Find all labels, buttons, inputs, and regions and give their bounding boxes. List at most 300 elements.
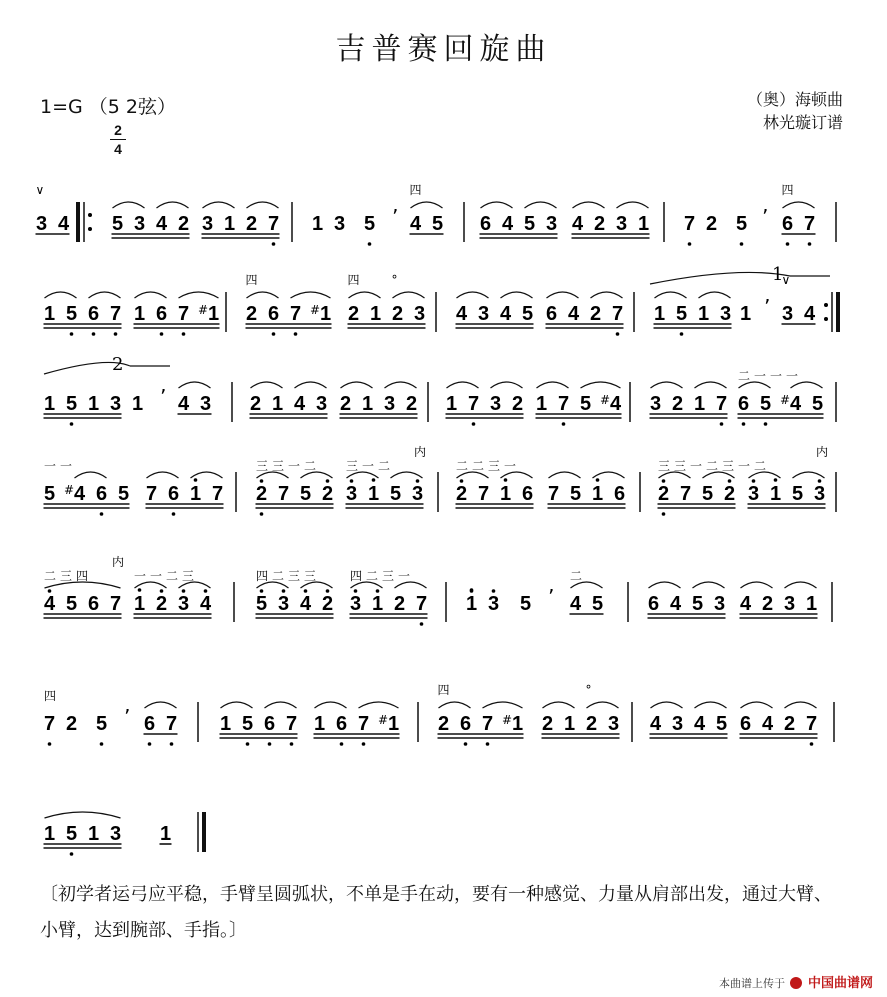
note: 4 [790,393,802,415]
slur [411,202,443,208]
note: 3 [134,213,146,235]
note: 6 [460,713,472,735]
note: 6 [738,393,750,415]
upload-footer [719,972,873,991]
score-row [0,264,887,360]
note-group [250,382,328,418]
note: 1 [512,713,524,735]
note: 2 [512,393,524,415]
note-group [438,683,524,746]
fingering: 三三一二 [256,459,321,473]
barline [198,812,204,852]
sharp-sign: # [600,393,611,407]
meter-line [110,139,126,140]
octave-dot-high [326,589,330,593]
note: 6 [782,213,794,235]
slur [247,202,279,208]
note: 5 [760,393,772,415]
note-group [256,569,334,618]
key-signature: 1=G （5 2弦） [40,96,176,118]
note: 5 [242,713,254,735]
note: 6 [522,483,534,505]
note: 7 [358,713,370,735]
finger-mark: 四 [409,183,422,197]
slur [655,292,687,298]
slur [581,382,621,388]
note: 7 [468,393,480,415]
note: 2 [156,593,168,615]
note: 2 [438,713,450,735]
note-group [392,205,398,229]
note: 2 [246,303,258,325]
note-group [44,689,77,746]
slur [75,472,107,478]
score-row [0,555,887,650]
note: 5 [570,483,582,505]
note: 3 [616,213,628,235]
note-group [520,593,531,615]
note: 4 [74,483,86,505]
note: 6 [480,213,492,235]
slur [573,202,605,208]
note: 2 [672,393,684,415]
note: 3 [720,303,732,325]
octave-dot-high [596,478,600,482]
note: 2 [256,483,268,505]
note: 5 [580,393,592,415]
octave-dot-low [100,512,104,516]
note-group [738,369,824,426]
finger-mark: ∨ [781,273,791,287]
slur [179,382,211,388]
volta-label: 2 [112,354,124,375]
note: 7 [290,303,302,325]
octave-dot-high [260,589,264,593]
octave-dot-low [260,512,264,516]
slur [341,382,373,388]
note: 1 [224,213,236,235]
slur [247,292,279,298]
octave-dot-high [376,589,380,593]
note: 5 [522,303,534,325]
note: 3 [178,593,190,615]
note-group [36,183,71,235]
note: 7 [558,393,570,415]
note: 3 [316,393,328,415]
octave-dot-low [340,742,344,746]
fingering: 二二三一 [456,459,521,473]
note: 4 [570,593,582,615]
note: 3 [412,483,424,505]
note: 2 [322,483,334,505]
arranger-credit: 林光璇订谱 [762,113,843,132]
note-group [44,554,125,618]
note: 2 [348,303,360,325]
octave-dot-high [372,478,376,482]
slur [617,202,649,208]
note: 1 [698,303,710,325]
octave-dot-low [160,332,164,336]
fingering: 四 [44,689,61,703]
note: 1 [134,303,146,325]
slur [393,292,425,298]
slur [391,472,423,478]
note: 7 [178,303,190,325]
slur [547,292,579,298]
note: 5 [736,213,748,235]
octave-dot-high [460,479,464,483]
octave-dot-low [368,242,372,246]
note: 2 [178,213,190,235]
note: 1 [160,823,172,845]
octave-dot-high [48,589,52,593]
score-row-svg [0,680,887,770]
octave-dot-low [680,332,684,336]
slur [157,202,189,208]
note: 1 [592,483,604,505]
note: 5 [66,393,78,415]
note: 7 [212,483,224,505]
barline [78,202,92,242]
note-group [256,459,334,516]
note-group [782,273,817,325]
octave-dot-high [774,478,778,482]
fingering: 一一二三 [134,569,199,583]
slur [587,702,619,708]
note: 1 [190,483,202,505]
note: 7 [548,483,560,505]
note: 1 [694,393,706,415]
octave-dot-low [100,742,104,746]
note: 7 [268,213,280,235]
note: 1 [536,393,548,415]
note: 4 [610,393,622,415]
score-row-svg [0,180,887,270]
score-row [0,180,887,270]
fingering: 三一二 [346,459,395,473]
octave-dot-high [326,479,330,483]
note: 5 [524,213,536,235]
finger-mark: 四 [437,683,450,697]
fingering: 四二三一 [350,569,415,583]
slur [251,382,283,388]
note: 4 [200,593,212,615]
note: 1 [806,593,818,615]
note: 5 [702,483,714,505]
string-mark: 内 [816,445,829,459]
note: 5 [364,213,376,235]
performance-note: 〔初学者运弓应平稳，手臂呈圆弧状，不单是手在动，要有一种感觉、力量从肩部出发，通过大臂、小臂，达到腕部、手指。〕 [40,884,832,941]
slur [741,582,773,588]
note: 2 [762,593,774,615]
note: 7 [166,713,178,735]
note: 3 [334,213,346,235]
note-group [650,702,728,738]
octave-dot-high [304,589,308,593]
note: 3 [202,213,214,235]
note-group [456,292,534,328]
note: 7 [680,483,692,505]
slur [699,292,731,298]
note: 5 [792,483,804,505]
octave-dot-low [420,622,424,626]
note-group [44,292,122,336]
octave-dot-low [294,332,298,336]
note: 2 [246,213,258,235]
note: 5 [432,213,444,235]
slur [549,472,581,478]
note: 2 [322,593,334,615]
finger-mark: 四 [781,183,794,197]
note: 7 [806,713,818,735]
note: 1 [220,713,232,735]
note: 1 [500,483,512,505]
slur [695,702,727,708]
note-group [570,569,604,615]
note-group [314,702,400,746]
sharp-sign: # [780,393,791,407]
note: 4 [762,713,774,735]
octave-dot-high [470,589,474,593]
note: 1 [388,713,400,735]
note: 6 [268,303,280,325]
note: 6 [168,483,180,505]
barline [824,292,838,332]
note: 6 [144,713,156,735]
note: 1 [272,393,284,415]
note-group [548,585,554,609]
note: 4 [740,593,752,615]
finger-mark: ° [391,273,398,287]
note: 6 [740,713,752,735]
octave-dot-low [148,742,152,746]
octave-dot-low [290,742,294,746]
finger-mark: ∨ [35,183,45,197]
note: 3 [478,303,490,325]
note: 6 [336,713,348,735]
octave-dot-low [70,332,74,336]
string-mark: 内 [414,445,427,459]
note: 1 [638,213,650,235]
breath-mark: ’ [762,205,769,229]
slur [295,382,327,388]
page-title: 吉普赛回旋曲 [335,32,552,67]
note: 2 [456,483,468,505]
note-group [364,213,375,246]
octave-dot-high [204,589,208,593]
note: 4 [294,393,306,415]
slur [793,472,825,478]
octave-dot-low [246,742,250,746]
note-group [782,183,816,246]
note-group [736,213,747,246]
slur [45,292,77,298]
note: 7 [416,593,428,615]
octave-dot-low [786,242,790,246]
time-signature [110,122,126,157]
slur [447,382,479,388]
slur [649,582,681,588]
note: 7 [146,483,158,505]
slur [537,382,569,388]
finger-mark: 四 [347,273,360,287]
octave-dot-low [272,242,276,246]
note-group [160,385,166,409]
breath-mark: ’ [548,585,555,609]
octave-dot-low [688,242,692,246]
note: 1 [564,713,576,735]
octave-dot-low [114,332,118,336]
note: 3 [350,593,362,615]
slur [315,702,347,708]
note-group [246,273,332,336]
note: 6 [88,303,100,325]
note: 7 [612,303,624,325]
note: 1 [372,593,384,615]
octave-dot-high [354,589,358,593]
note-group [348,273,426,328]
note: 4 [502,213,514,235]
note: 5 [112,213,124,235]
note-group [546,292,624,336]
slur [203,202,235,208]
note: 4 [456,303,468,325]
sharp-sign: # [310,303,321,317]
slur [359,702,399,708]
score-row [0,354,887,450]
note: 2 [340,393,352,415]
note: 5 [716,713,728,735]
note: 3 [36,213,48,235]
note: 5 [692,593,704,615]
note: 6 [88,593,100,615]
octave-dot-low [182,332,186,336]
note: 4 [694,713,706,735]
note-group [466,588,499,615]
note: 1 [368,483,380,505]
note: 2 [394,593,406,615]
slur [191,472,223,478]
note: 3 [110,393,122,415]
octave-dot-low [742,422,746,426]
footer-site: 中国曲谱网 [807,976,873,991]
note: 2 [724,483,736,505]
note: 2 [590,303,602,325]
note-group [96,713,107,746]
octave-dot-high [282,589,286,593]
slur [593,472,625,478]
meter-top: 2 [114,122,122,138]
note-group [220,702,298,746]
octave-dot-high [504,478,508,482]
slur [439,702,471,708]
note: 6 [614,483,626,505]
note-group [144,702,178,746]
note: 3 [278,593,290,615]
note: 2 [658,483,670,505]
score-row [0,680,887,770]
volta-label: 1 [772,264,784,285]
sharp-sign: # [502,713,513,727]
slur [385,382,417,388]
note: 7 [110,593,122,615]
octave-dot-high [492,589,496,593]
note-group [134,292,220,336]
slur [695,382,727,388]
slur [543,702,575,708]
note: 2 [392,303,404,325]
note-group [684,213,717,246]
slur [651,382,683,388]
fingering: 一一 [44,459,77,473]
note: 1 [134,593,146,615]
site-logo-icon [790,977,802,989]
note: 3 [546,213,558,235]
note: 5 [812,393,824,415]
note: 7 [716,393,728,415]
note-group [178,382,212,415]
breath-mark: ’ [392,205,399,229]
octave-dot-high [416,479,420,483]
score-row [0,790,887,880]
octave-dot-high [728,479,732,483]
slur [785,702,817,708]
note-group [446,382,524,426]
slur [291,292,331,298]
note: 1 [44,823,56,845]
note: 5 [44,483,56,505]
note: 4 [178,393,190,415]
note: 3 [714,593,726,615]
note: 3 [490,393,502,415]
fingering: 三三一二三一二 [658,459,771,473]
octave-dot-low [92,332,96,336]
octave-dot-high [350,479,354,483]
note: 1 [370,303,382,325]
octave-dot-high [194,478,198,482]
note: 1 [88,823,100,845]
octave-dot-high [138,588,142,592]
score-row-svg [0,264,887,360]
note: 5 [256,593,268,615]
slur [651,702,683,708]
octave-dot-low [616,332,620,336]
note-group [112,202,190,238]
note-group [480,202,558,238]
footer-prefix: 本曲谱上传于 [718,977,785,990]
note-group [748,444,829,508]
note-group [134,569,213,618]
note-group [548,472,626,508]
note: 5 [66,593,78,615]
note-group [536,382,623,426]
note: 5 [96,713,108,735]
fingering: 二 [570,569,587,583]
finger-mark: 四 [245,273,258,287]
note-group [44,393,122,426]
note: 1 [44,393,56,415]
note-group [572,202,650,238]
slur [221,702,253,708]
score-row-svg [0,790,887,880]
octave-dot-high [182,589,186,593]
slur [457,292,489,298]
note: 2 [250,393,262,415]
octave-dot-low [170,742,174,746]
note: 4 [670,593,682,615]
note-group [202,202,280,246]
note: 3 [414,303,426,325]
